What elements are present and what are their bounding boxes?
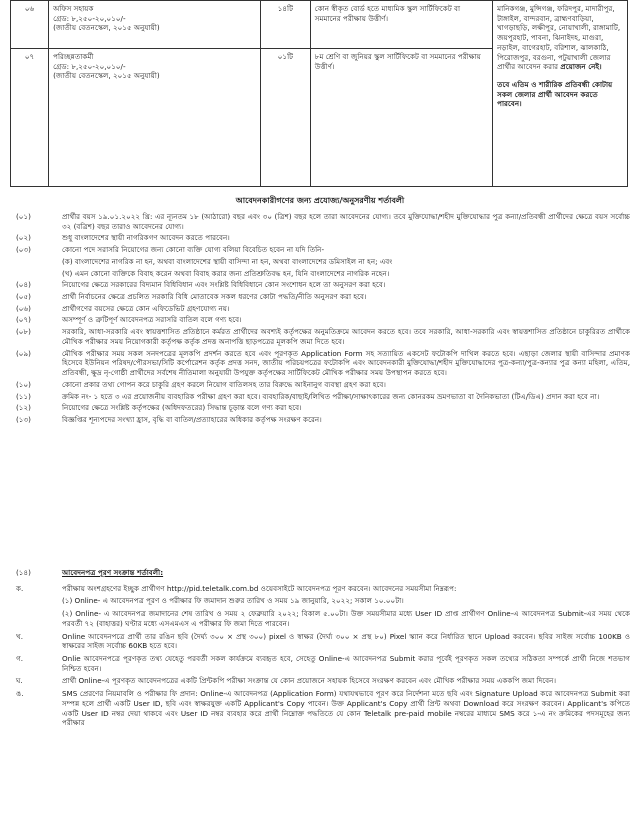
conditions-list xyxy=(10,212,630,427)
list-item: ঙ. SMS প্রেরণের নিয়মাবলি ও পরীক্ষার ফি প্রদান: Online-এ আবেদনপত্র (Application Form) যথাযথভাবে পূরণ করে নির্দেশনা মতে ছবি এবং Signature Upload করে আবেদনপত্র Submit করা সম্পন্ন হলে প্রার্থী একটি User ID, ছবি এবং স্বাক্ষরযুক্ত একটি Applicant's Copy পাবেন। উক্ত Applicant's Copy প্রার্থী প্রিন্ট অথবা Download করে সংরক্ষণ করবেন। Applicant's কপিতে একটি User ID নম্বর দেয়া থাকবে এবং User ID নম্বর ব্যবহার করে প্রার্থী নিম্নোক্ত পদ্ধতিতে যে কোন Teletalk pre-paid mobile নম্বরের মাধ্যমে SMS করে ১-এ নং ক্রমিকের পদসমূহের জন্য পরীক্ষার xyxy=(16,689,630,728)
count-cell: ০১টি xyxy=(261,49,311,187)
list-item: (০৯) মৌখিক পরীক্ষার সময় সকল সনদপত্রের মূলকপি প্রদর্শন করতে হবে এবং পূরণকৃত Application Form সহ সত্যায়িত একসেট ফটোকপি দাখিল করতে হবে। এছাড়া জেলার স্থায়ী বাসিন্দার প্রমাণক হিসেবে ইউনিয়ন পরিষদ/পৌরসভা/সিটি কর্পোরেশন কর্তৃক প্রদত্ত সনদ, জাতীয় পরিচয়পত্রের ফটোকপি এবং আবেদনকারী মুক্তিযোদ্ধা/শহীদ মুক্তিযোদ্ধাদের পুত্র-কন্যা/পুত্র-কন্যার পুত্র কন্যা মহিলা, এতিম, প্রতিবন্ধী, ক্ষুদ্র নৃ-গোষ্ঠী প্রার্থীদের সর্বশেষ নীতিমালা অনুযায়ী উপযুক্ত কর্তৃপক্ষের সার্টিফিকেট মৌখিক পরীক্ষার সময় উপস্থাপন করতে হবে। xyxy=(16,348,630,378)
post-title: অফিস সহায়ক xyxy=(53,4,94,13)
post-cell xyxy=(49,49,261,187)
list-item: (০৩) কোনো পদে সরাসরি নিয়োগের জন্য কোনো ব্যক্তি যোগ্য বলিয়া বিবেচিত হবেন না যদি তিনি- xyxy=(16,245,325,255)
apply-heading: (১৪) আবেদনপত্র পূরণ সংক্রান্ত শর্তাবলী: xyxy=(16,568,164,577)
serial-cell: ০৭ xyxy=(11,49,49,187)
list-item: (১২) নিয়োগের ক্ষেত্রে সংশ্লিষ্ট কর্তৃপক্ষের (অধিদফতরের) সিদ্ধান্ত চূড়ান্ত বলে গণ্য করা হবে। xyxy=(16,403,302,413)
list-item: (০৫) প্রার্থী নির্বাচনের ক্ষেত্রে প্রচলিত সরকারি বিধি মোতাবেক সকল ধরণের কোটা পদ্ধতি/নীতি অনুসরণ করা হবে। xyxy=(16,292,367,302)
list-item: (০৮) সরকারি, আধা-সরকারি এবং স্বায়ত্তশাসিত প্রতিষ্ঠানে কর্মরত প্রার্থীদের অবশ্যই কর্তৃপক্ষের অনুমতিক্রমে আবেদন করতে হবে। তবে সরকারি, আধা-সরকারি এবং স্বায়ত্তশাসিত প্রতিষ্ঠানে চাকুরিরত প্রার্থীকে মৌখিক পরীক্ষার সময় নিয়োগকারী কর্তৃপক্ষ কর্তৃক প্রদত্ত অনাপত্তি ছাড়পত্রের মূলকপি জমা দিতে হবে। xyxy=(16,327,630,346)
district-note-cell xyxy=(493,1,628,187)
apply-section xyxy=(10,568,630,731)
list-item: (২) Online- এ আবেদনপত্র জমাদানের শেষ তারিখ ও সময় ২ ফেব্রুয়ারি ২০২২; বিকাল ৫.০০টা। উক্ত সময়সীমার মধ্যে User ID প্রাপ্ত প্রার্থীগণ Online-এ আবেদনপত্র Submit-এর সময় থেকে পরবর্তী ৭২ (বাহাত্তর) ঘণ্টার মধ্যে এসএমএস এ পরীক্ষার ফি জমা দিতে পারবেন। xyxy=(62,609,630,628)
list-item: খ. Online আবেদনপত্রে প্রার্থী তার রঙিন ছবি (দৈর্ঘ্য ৩০০ × প্রস্থ ৩০০) pixel ও স্বাক্ষর (দৈর্ঘ্য ৩০০ × প্রস্থ ৮০) Pixel স্ক্যান করে নির্ধারিত স্থানে Upload করবেন। ছবির সাইজ সর্বোচ্চ 100KB ও স্বাক্ষরের সাইজ সর্বোচ্চ 60KB হতে হবে। xyxy=(16,631,630,651)
list-item: গ. Onlie আবেদনপত্রে পূরণকৃত তথ্য যেহেতু পরবর্তী সকল কার্যক্রমে ব্যবহৃত হবে, সেহেতু Online-এ আবেদনপত্র Submit করার পূর্বেই পূরণকৃত সকল তথ্যের সঠিকতা সম্পর্কে প্রার্থী নিজে শতভাগ নিশ্চিত হবেন। xyxy=(16,654,630,673)
list-item: (১১) ক্রমিক নং- ১ হতে ৩ এর প্রয়োজনীয় ব্যবহারিক পরীক্ষা গ্রহণ করা হবে। ব্যবহারিক/বাছাই/লিখিত পরীক্ষা/সাক্ষাৎকারের জন্য কোনরকম ভ্রমণভাতা বা দৈনিকভাতা (টিএ/ডিএ) প্রদান করা হবে না। xyxy=(16,391,600,401)
post-title: পরিচ্ছন্নতাকর্মী xyxy=(53,52,94,61)
list-item: (১০) কোনো প্রকার তথ্য গোপন করে চাকুরি গ্রহণ করলে নিয়োগ বাতিলসহ তার বিরুদ্ধে আইনানুগ ব্যবস্থা গ্রহণ করা হবে। xyxy=(16,379,386,389)
serial-cell: ০৬ xyxy=(11,1,49,49)
pay-grade: গ্রেড: ৮,২৫০-২০,০১০/- xyxy=(53,61,126,71)
district-note-bold: প্রয়োজন নেই। xyxy=(560,62,602,72)
list-item: (১) Online- এ আবেদনপত্র পূরণ ও পরীক্ষার ফি জমাদান শুরুর তারিখ ও সময় ১৯ জানুয়ারি, ২০২২; সকাল ১০.০০টা। xyxy=(62,596,404,606)
conditions-title: আবেদনকারীগণের জন্য প্রযোজ্য/অনুসরণীয় শর্তাবলী xyxy=(235,196,405,205)
list-item: (১৩) বিজ্ঞপ্তির শূন্যপদের সংখ্যা হ্রাস, বৃদ্ধি বা বাতিল/প্রত্যাহারের অধিকার কর্তৃপক্ষ সংরক্ষণ করেন। xyxy=(16,414,322,424)
count-cell: ১৪টি xyxy=(261,1,311,49)
list-item: (খ) এমন কোনো ব্যক্তিকে বিবাহ করেন অথবা বিবাহ করার জন্য প্রতিশ্রুতিবদ্ধ হন, যিনি বাংলাদেশের নাগরিক নহেন। xyxy=(62,268,390,278)
pay-note: (জাতীয় বেতনস্কেল, ২০১৫ অনুযায়ী) xyxy=(53,71,160,81)
jobs-table xyxy=(10,0,628,187)
list-item: (০৪) নিয়োগের ক্ষেত্রে সরকারের বিদ্যমান বিধিবিধান এবং সংশ্লিষ্ট বিধিবিধানে কোন সংশোধন হলে তা অনুসরণ করা হবে। xyxy=(16,280,386,290)
list-item: (০৬) প্রার্থীগণের বয়সের ক্ষেত্রে কোন এফিডেভিট গ্রহণযোগ্য নয়। xyxy=(16,303,230,313)
pay-grade: গ্রেড: ৮,২৫০-২০,০১০/- xyxy=(53,13,126,23)
pay-note: (জাতীয় বেতনস্কেল, ২০১৫ অনুযায়ী) xyxy=(53,23,160,33)
qualification-cell: ৮ম শ্রেণি বা জুনিয়র স্কুল সার্টিফিকেট বা সমমানের পরীক্ষায় উত্তীর্ণ। xyxy=(310,49,492,187)
list-item: ঘ. প্রার্থী Online-এ পূরণকৃত আবেদনপত্রের একটি প্রিন্টকপি পরীক্ষা সংক্রান্ত যে কোন প্রয়োজনে সহায়ক হিসেবে সংরক্ষণ করবেন এবং মৌখিক পরীক্ষার সময় এককপি জমা দিবেন। xyxy=(16,676,557,686)
list-item: (০১) প্রার্থীর বয়স ১৯.০১.২০২২ খ্রি: এর ন্যূনতম ১৮ (আঠারো) বছর এবং ৩০ (ত্রিশ) বছর হলে তারা আবেদনের যোগ্য। তবে মুক্তিযোদ্ধা/শহীদ মুক্তিযোদ্ধার পুত্র কন্যা/প্রতিবন্ধী প্রার্থীদের ক্ষেত্রে বয়স সর্বোচ্চ ৩২ (বত্রিশ) বছর তারাও আবেদনের যোগ্য। xyxy=(16,212,630,231)
table-row xyxy=(11,1,628,49)
list-item: (ক) বাংলাদেশের নাগরিক না হন, অথবা বাংলাদেশের স্থায়ী বাসিন্দা না হন, অথবা বাংলাদেশের ডমিসাইল না হন; এবং xyxy=(62,256,393,266)
district-note: মানিকগঞ্জ, মুন্সিগঞ্জ, ফরিদপুর, মাদারীপুর, টাঙ্গাইল, বান্দরবান, ব্রাহ্মণবাড়িয়া, খাগড়াছড়ি, লক্ষীপুর, নোয়াখালী, রাঙ্গামাটি, জয়পুরহাট, পাবনা, ঝিনাইদহ, মাগুরা, নড়াইল, বাগেরহাট, বরিশাল, ঝালকাঠি, পিরোজপুর, বরগুনা, পটুয়াখালী জেলার প্রার্থীর আবেদন করার xyxy=(497,4,621,72)
quota-note: তবে এতিম ও শারীরিক প্রতিবন্ধী কোটায় সকল জেলার প্রার্থী আবেদন করতে পারবেন। xyxy=(497,80,613,109)
list-item: (০২) শুধু বাংলাদেশের স্থায়ী নাগরিকগণ আবেদন করতে পারবেন। xyxy=(16,233,230,243)
list-item: (০৭) অসম্পূর্ণ ও ত্রুটিপূর্ণ আবেদনপত্র সরাসরি বাতিল বলে গণ্য হবে। xyxy=(16,315,242,325)
list-item: ক. পরীক্ষায় অংশগ্রহণের ইচ্ছুক প্রার্থীগণ http://pid.teletalk.com.bd ওয়েবসাইটে আবেদনপত্র পূরণ করবেন। আবেদনের সময়সীমা নিম্নরূপ: xyxy=(16,583,457,593)
qualification-cell: কোন স্বীকৃত বোর্ড হতে মাধ্যমিক স্কুল সার্টিফিকেট বা সমমানের পরীক্ষায় উত্তীর্ণ। xyxy=(310,1,492,49)
post-cell xyxy=(49,1,261,49)
